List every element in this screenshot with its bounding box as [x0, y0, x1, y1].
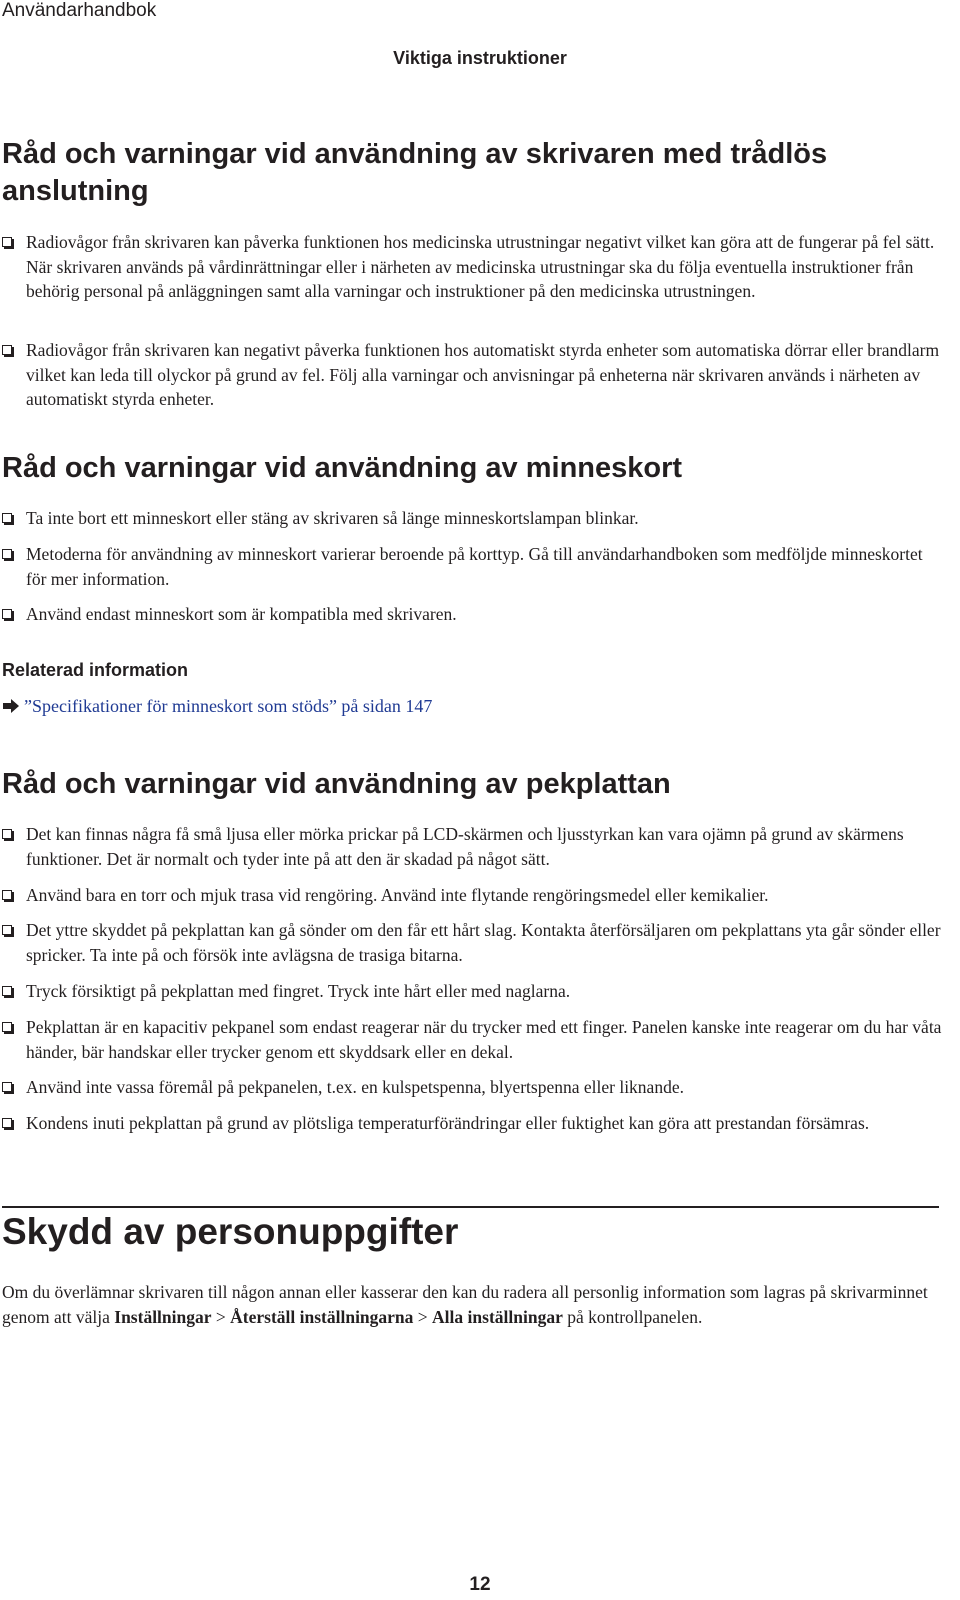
wireless-heading-line1: Råd och varningar vid användning av skrivaren med trådlös — [2, 138, 828, 170]
chapter-title: Viktiga instruktioner — [393, 48, 567, 68]
list-item-text: Ta inte bort ett minneskort eller stäng av skrivaren så länge minneskortslampan blinkar. — [26, 508, 639, 528]
settings-menu-name: Inställningar — [114, 1307, 212, 1327]
list-item-text: Tryck försiktigt på pekplattan med fingret. Tryck inte hårt eller med naglarna. — [26, 981, 571, 1001]
list-item-text: Använd inte vassa föremål på pekpanelen, t.ex. en kulspetspenna, blyertspenna eller liknande. — [26, 1077, 684, 1097]
checkbox-bullet-icon — [2, 513, 12, 523]
checkbox-bullet-icon — [2, 345, 12, 355]
privacy-text-end: på kontrollpanelen. — [562, 1307, 703, 1327]
related-link-row — [2, 694, 432, 720]
list-item-text: Radiovågor från skrivaren kan påverka funktionen hos medicinska utrustningar negativt vilket kan göra att de fungerar på fel sätt. När skrivaren används på vårdinrättningar eller i närheten av medicinska utrustningar ska du följa eventuella instruktioner från behörig personal på anläggningen samt alla varningar och instruktioner på den medicinska utrustningen. — [26, 232, 935, 301]
related-link[interactable]: ”Specifikationer för minneskort som stöds” på sidan 147 — [24, 696, 433, 716]
checkbox-bullet-icon — [2, 890, 12, 900]
wireless-heading — [2, 136, 827, 210]
checkbox-bullet-icon — [2, 1118, 12, 1128]
restore-settings-menu-name: Återställ inställningarna — [230, 1307, 414, 1327]
list-item — [2, 822, 947, 871]
menu-separator: > — [413, 1307, 433, 1327]
manual-title: Användarhandbok — [2, 0, 157, 21]
list-item-text: Metoderna för användning av minneskort varierar beroende på korttyp. Gå till användarhandboken som medföljde minneskortet för mer information. — [26, 544, 923, 589]
list-item — [2, 338, 947, 412]
section-divider — [2, 1206, 939, 1208]
list-item — [2, 883, 947, 908]
list-item — [2, 1015, 947, 1064]
checkbox-bullet-icon — [2, 1022, 12, 1032]
list-item — [2, 506, 947, 531]
list-item-text: Det yttre skyddet på pekplattan kan gå sönder om den får ett hårt slag. Kontakta återförsäljaren om pekplattans yta går sönder eller spricker. Ta inte på och försök inte avlägsna de trasiga bitarna. — [26, 920, 941, 965]
list-item — [2, 918, 947, 967]
list-item-text: Använd endast minneskort som är kompatibla med skrivaren. — [26, 604, 457, 624]
memory-heading: Råd och varningar vid användning av minneskort — [2, 452, 683, 484]
all-settings-menu-name: Alla inställningar — [432, 1307, 563, 1327]
list-item — [2, 542, 947, 591]
checkbox-bullet-icon — [2, 609, 12, 619]
list-item-text: Kondens inuti pekplattan på grund av plötsliga temperaturförändringar eller fuktighet kan göra att prestandan försämras. — [26, 1113, 870, 1133]
wireless-heading-line2: anslutning — [2, 175, 149, 207]
privacy-text: Om du överlämnar skrivaren till någon annan eller kasserar den kan du radera all personlig information som lagras på skrivarminnet genom att välja — [2, 1282, 928, 1327]
list-item — [2, 1075, 947, 1100]
privacy-heading: Skydd av personuppgifter — [2, 1211, 459, 1252]
touchpad-heading: Råd och varningar vid användning av pekplattan — [2, 768, 671, 800]
list-item-text: Pekplattan är en kapacitiv pekpanel som endast reagerar när du trycker med ett finger. Panelen kanske inte reagerar om du har våta händer, bär handskar eller trycker genom ett skyddsark eller en dekal. — [26, 1017, 942, 1062]
checkbox-bullet-icon — [2, 549, 12, 559]
checkbox-bullet-icon — [2, 986, 12, 996]
list-item — [2, 1111, 947, 1136]
checkbox-bullet-icon — [2, 829, 12, 839]
checkbox-bullet-icon — [2, 925, 12, 935]
checkbox-bullet-icon — [2, 1082, 12, 1092]
related-info-title: Relaterad information — [2, 660, 189, 680]
list-item — [2, 230, 947, 304]
list-item-text: Det kan finnas några få små ljusa eller mörka prickar på LCD-skärmen och ljusstyrkan kan vara ojämn på grund av skärmens funktioner. Det är normalt och tyder inte på att den är skadad på något sätt. — [26, 824, 904, 869]
list-item — [2, 602, 947, 627]
list-item — [2, 979, 947, 1004]
arrow-right-icon — [2, 695, 24, 720]
privacy-paragraph — [2, 1280, 942, 1330]
checkbox-bullet-icon — [2, 237, 12, 247]
menu-separator: > — [211, 1307, 231, 1327]
list-item-text: Radiovågor från skrivaren kan negativt påverka funktionen hos automatiskt styrda enheter som automatiska dörrar eller brandlarm vilket kan leda till olyckor på grund av fel. Följ alla varningar och anvisningar på enheterna när skrivaren används i närheten av automatiskt styrda enheter. — [26, 340, 940, 409]
page-number: 12 — [469, 1574, 491, 1595]
list-item-text: Använd bara en torr och mjuk trasa vid rengöring. Använd inte flytande rengöringsmedel eller kemikalier. — [26, 885, 769, 905]
